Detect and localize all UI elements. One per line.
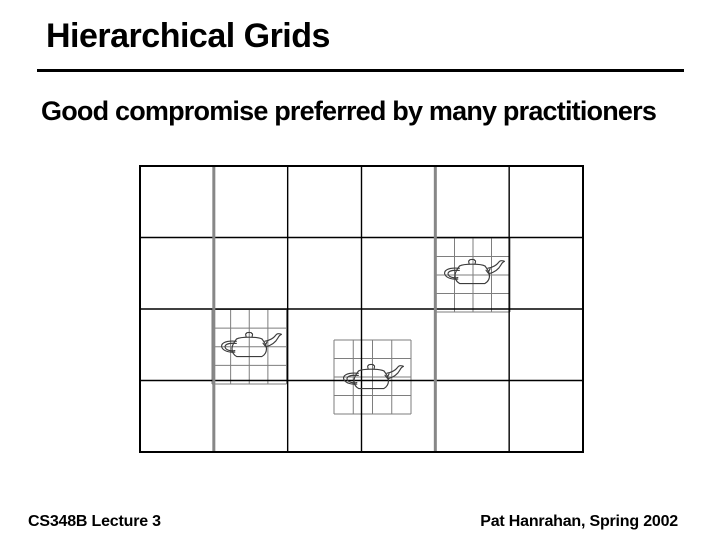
slide-title: Hierarchical Grids (46, 17, 330, 55)
footer-course-label: CS348B Lecture 3 (28, 513, 161, 530)
slide-subtitle: Good compromise preferred by many practitioners (41, 96, 657, 126)
footer-author-label: Pat Hanrahan, Spring 2002 (480, 513, 678, 530)
teapot-icon (445, 259, 505, 283)
